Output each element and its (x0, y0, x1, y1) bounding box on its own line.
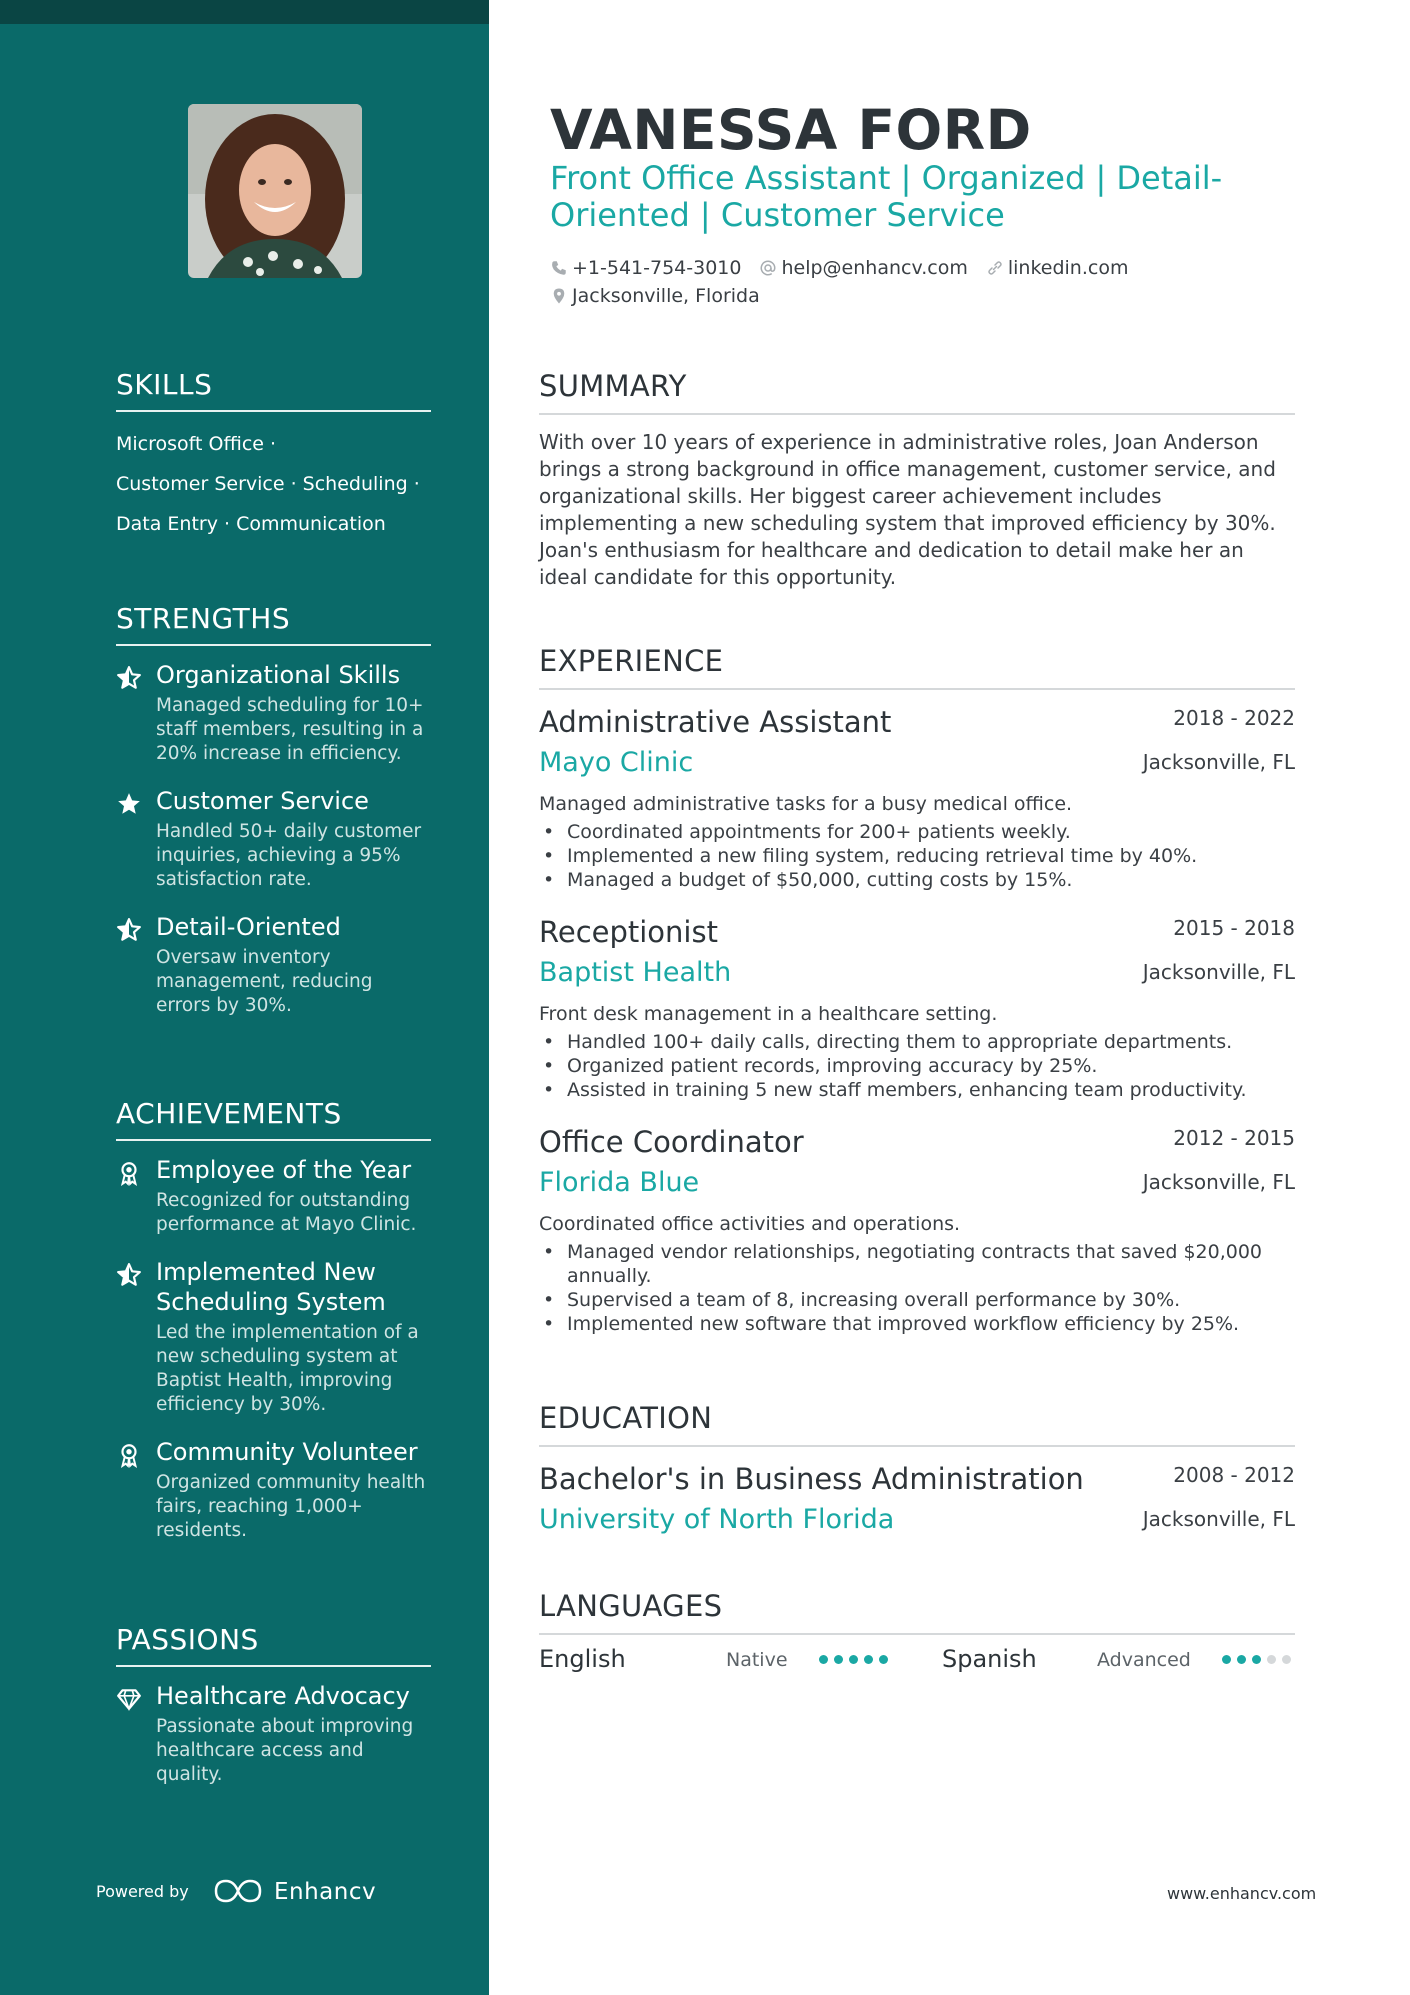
job-company: Baptist Health (539, 957, 732, 988)
job-bullet: • Implemented a new filing system, reducing retrieval time by 40%. (539, 844, 1295, 868)
summary-text: With over 10 years of experience in administrative roles, Joan Anderson brings a strong background in office management, customer service, and organizational skills. Her biggest career achievement includes implementing a new scheduling system that improved efficiency by 30%. Joan's enthusiasm for healthcare and dedication to detail make her an ideal candidate for this opportunity. (539, 430, 1276, 589)
passion-item (116, 1681, 431, 1787)
contact-row (550, 257, 1146, 279)
education-location: Jacksonville, FL (1142, 1507, 1295, 1531)
passion-desc: Passionate about improving healthcare access and quality. (156, 1716, 414, 1785)
school-name: University of North Florida (539, 1504, 895, 1535)
phone-text: +1-541-754-3010 (572, 257, 742, 279)
language-name: Spanish (942, 1645, 1037, 1673)
strength-title: Detail-Oriented (156, 913, 341, 941)
star-half-icon (116, 917, 142, 943)
summary-section (539, 369, 1295, 591)
strength-desc: Handled 50+ daily customer inquiries, achieving a 95% satisfaction rate. (156, 821, 422, 890)
email-text: help@enhancv.com (781, 257, 968, 279)
achievement-title: Community Volunteer (156, 1438, 418, 1466)
skills-list (116, 424, 431, 544)
at-icon (759, 259, 777, 277)
rating-dot-filled (819, 1655, 828, 1664)
strength-item (116, 912, 431, 1018)
powered-by-label: Powered by (96, 1882, 189, 1901)
education-section (539, 1401, 1295, 1537)
rating-dot-filled (1237, 1655, 1246, 1664)
job-description: Front desk management in a healthcare setting. (539, 1003, 998, 1025)
achievement-item (116, 1437, 431, 1543)
passions-section (116, 1623, 431, 1787)
job-bullet: • Coordinated appointments for 200+ patients weekly. (539, 820, 1295, 844)
strength-desc: Oversaw inventory management, reducing errors by 30%. (156, 947, 373, 1016)
experience-title: EXPERIENCE (539, 644, 1295, 690)
strength-item (116, 786, 431, 892)
enhancv-brand-text: Enhancv (274, 1879, 377, 1905)
achievements-title: ACHIEVEMENTS (116, 1097, 431, 1141)
star-half-icon (116, 665, 142, 691)
contact-email[interactable] (759, 257, 967, 279)
location-row (550, 285, 778, 307)
award-icon (116, 1160, 142, 1186)
job-company: Florida Blue (539, 1167, 700, 1198)
strengths-title: STRENGTHS (116, 602, 431, 646)
skills-line: Microsoft Office · (116, 433, 277, 455)
education-entry (539, 1461, 1295, 1537)
summary-title: SUMMARY (539, 369, 1295, 415)
achievement-item (116, 1257, 431, 1417)
link-icon (986, 259, 1004, 277)
sidebar-top-strip (0, 0, 489, 24)
rating-dot-filled (1222, 1655, 1231, 1664)
job-bullet: • Implemented new software that improved workflow efficiency by 25%. (539, 1312, 1295, 1336)
language-rating (1222, 1655, 1297, 1664)
strength-item (116, 660, 431, 766)
job-dates: 2015 - 2018 (1173, 916, 1295, 940)
skills-section (116, 368, 431, 544)
achievement-desc: Organized community health fairs, reaching 1,000+ residents. (156, 1472, 426, 1541)
job-description: Managed administrative tasks for a busy medical office. (539, 793, 1073, 815)
contact-location (550, 285, 760, 307)
job-bullet: • Supervised a team of 8, increasing overall performance by 30%. (539, 1288, 1295, 1312)
award-icon (116, 1442, 142, 1468)
achievement-title: Employee of the Year (156, 1156, 412, 1184)
candidate-headline: Front Office Assistant | Organized | Detail-Oriented | Customer Service (550, 159, 1223, 234)
strength-title: Customer Service (156, 787, 369, 815)
job-location: Jacksonville, FL (1142, 1170, 1295, 1194)
rating-dot-filled (849, 1655, 858, 1664)
experience-section (539, 644, 1295, 1336)
job-bullets (539, 820, 1295, 892)
job-dates: 2018 - 2022 (1173, 706, 1295, 730)
job-bullet: • Managed a budget of $50,000, cutting costs by 15%. (539, 868, 1295, 892)
languages-row (539, 1645, 1295, 1685)
website-footer[interactable]: www.enhancv.com (1167, 1884, 1317, 1903)
job-title: Receptionist (539, 915, 718, 949)
profile-photo (188, 104, 362, 278)
strength-desc: Managed scheduling for 10+ staff members, resulting in a 20% increase in efficiency. (156, 695, 424, 764)
rating-dot-filled (879, 1655, 888, 1664)
achievement-desc: Led the implementation of a new scheduling system at Baptist Health, improving efficiency by 30%. (156, 1322, 419, 1415)
job-entry (539, 704, 1295, 892)
rating-dot-filled (1252, 1655, 1261, 1664)
job-title: Office Coordinator (539, 1125, 804, 1159)
skills-title: SKILLS (116, 368, 431, 412)
job-entry (539, 914, 1295, 1102)
location-text: Jacksonville, Florida (572, 285, 760, 307)
languages-section (539, 1589, 1295, 1685)
job-description: Coordinated office activities and operations. (539, 1213, 961, 1235)
job-location: Jacksonville, FL (1142, 960, 1295, 984)
degree-title: Bachelor's in Business Administration (539, 1462, 1084, 1496)
strength-title: Organizational Skills (156, 661, 401, 689)
contact-linkedin[interactable] (986, 257, 1129, 279)
languages-title: LANGUAGES (539, 1589, 1295, 1635)
job-bullets (539, 1030, 1295, 1102)
passion-title: Healthcare Advocacy (156, 1682, 410, 1710)
phone-icon (550, 259, 568, 277)
job-bullet: • Managed vendor relationships, negotiating contracts that saved $20,000 annually. (539, 1240, 1295, 1288)
job-bullet: • Assisted in training 5 new staff members, enhancing team productivity. (539, 1078, 1295, 1102)
star-icon (116, 791, 142, 817)
linkedin-text: linkedin.com (1007, 257, 1129, 279)
job-title: Administrative Assistant (539, 705, 892, 739)
job-bullet: • Organized patient records, improving accuracy by 25%. (539, 1054, 1295, 1078)
achievement-title: Implemented New Scheduling System (156, 1258, 386, 1316)
rating-dot-filled (864, 1655, 873, 1664)
star-half-icon (116, 1262, 142, 1288)
language-name: English (539, 1645, 626, 1673)
candidate-name: VANESSA FORD (550, 98, 1032, 162)
job-location: Jacksonville, FL (1142, 750, 1295, 774)
passions-title: PASSIONS (116, 1623, 431, 1667)
contact-phone[interactable] (550, 257, 741, 279)
skills-line: Data Entry · Communication (116, 513, 386, 535)
job-bullets (539, 1240, 1295, 1336)
strengths-section (116, 602, 431, 1018)
language-level: Native (726, 1649, 788, 1671)
rating-dot-filled (834, 1655, 843, 1664)
job-entry (539, 1124, 1295, 1336)
achievement-item (116, 1155, 431, 1237)
achievement-desc: Recognized for outstanding performance at Mayo Clinic. (156, 1190, 417, 1235)
diamond-icon (116, 1686, 142, 1712)
language-rating (819, 1655, 894, 1664)
location-pin-icon (550, 287, 568, 305)
job-dates: 2012 - 2015 (1173, 1126, 1295, 1150)
education-title: EDUCATION (539, 1401, 1295, 1447)
rating-dot-empty (1267, 1655, 1276, 1664)
rating-dot-empty (1282, 1655, 1291, 1664)
job-company: Mayo Clinic (539, 747, 694, 778)
skills-line: Customer Service · Scheduling · (116, 473, 420, 495)
achievements-section (116, 1097, 431, 1543)
education-dates: 2008 - 2012 (1173, 1463, 1295, 1487)
job-bullet: • Handled 100+ daily calls, directing them to appropriate departments. (539, 1030, 1295, 1054)
language-level: Advanced (1097, 1649, 1191, 1671)
